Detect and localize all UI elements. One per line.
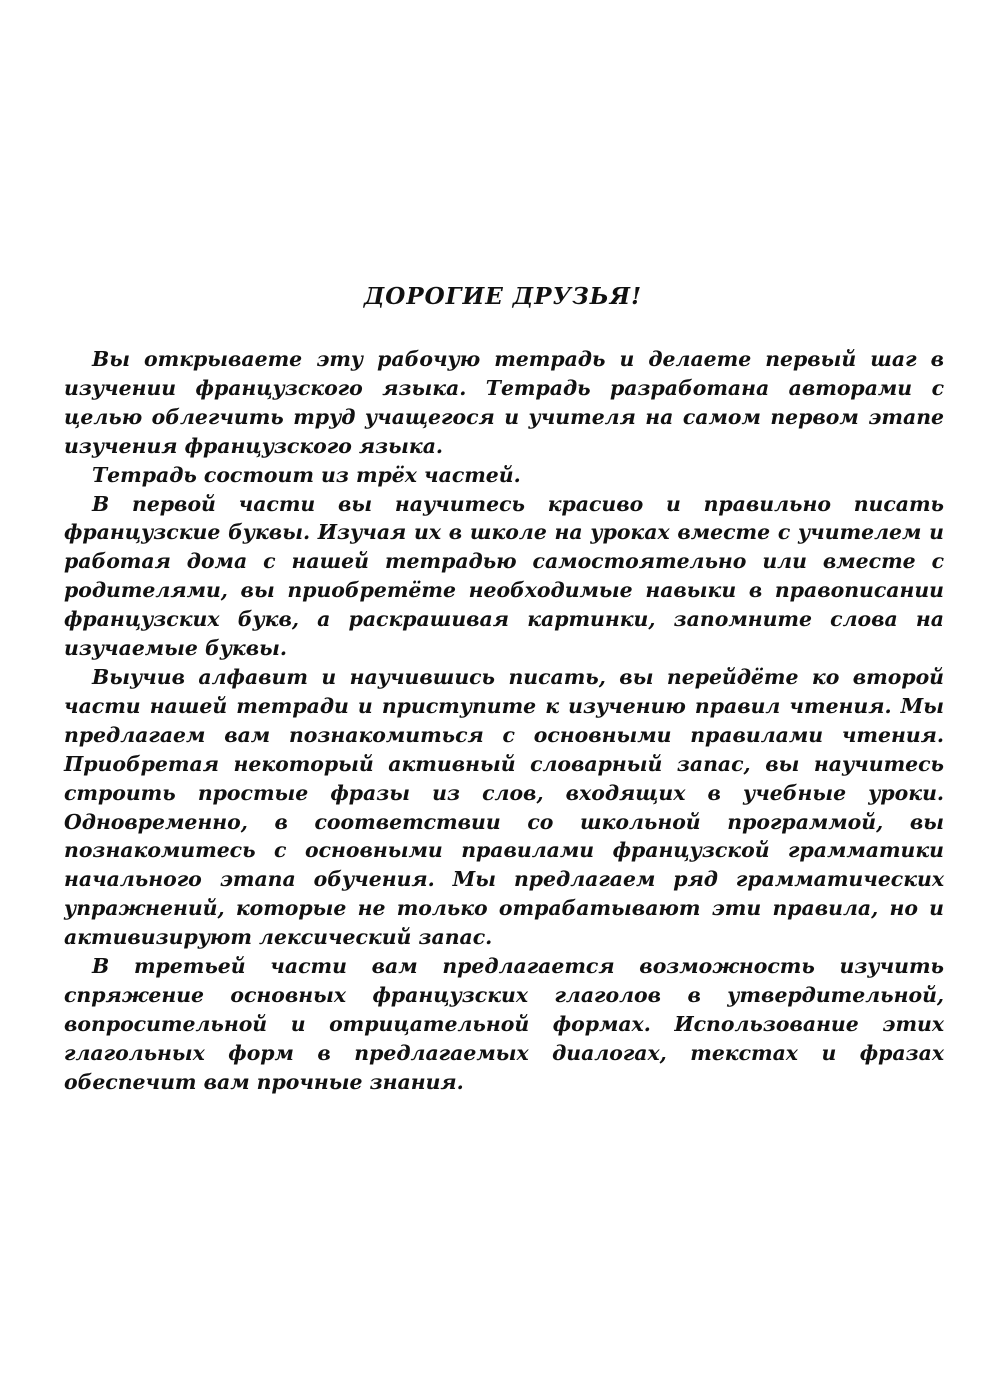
page-title: ДОРОГИЕ ДРУЗЬЯ! xyxy=(363,283,643,310)
body-text xyxy=(64,345,944,1097)
paragraph-intro: Вы открываете эту рабочую тетрадь и делаете первый шаг в изучении французского языка. Тетрадь разработана авторами с целью облегчить труд учащегося и учителя на самом первом этапе изучения французского языка. xyxy=(64,347,944,458)
paragraph-part-three: В третьей части вам предлагается возможность изучить спряжение основных французских глаголов в утвердительной, вопросительной и отрицательной формах. Использование этих глагольных форм в предлагаемых диалогах, текстах и фразах обеспечит вам прочные знания. xyxy=(64,954,944,1094)
paragraph-part-one: В первой части вы научитесь красиво и правильно писать французские буквы. Изучая их в школе на уроках вместе с учителем и работая дома с нашей тетрадью самостоятельно или вместе с родителями, вы приобретёте необходимые навыки в правописании французских букв, а раскрашивая картинки, запомните слова на изучаемые буквы. xyxy=(64,491,944,661)
paragraph-structure: Тетрадь состоит из трёх частей. xyxy=(92,462,521,487)
paragraph-part-two: Выучив алфавит и научившись писать, вы перейдёте ко второй части нашей тетради и приступите к изучению правил чтения. Мы предлагаем вам познакомиться с основными правилами чтения. Приобретая некоторый активный словарный запас, вы научитесь строить простые фразы из слов, входящих в учебные уроки. Одновременно, в соответствии со школьной программой, вы познакомитесь с основными правилами французской грамматики начального этапа обучения. Мы предлагаем ряд грамматических упражнений, которые не только отрабатывают эти правила, но и активизируют лексический запас. xyxy=(64,664,944,950)
